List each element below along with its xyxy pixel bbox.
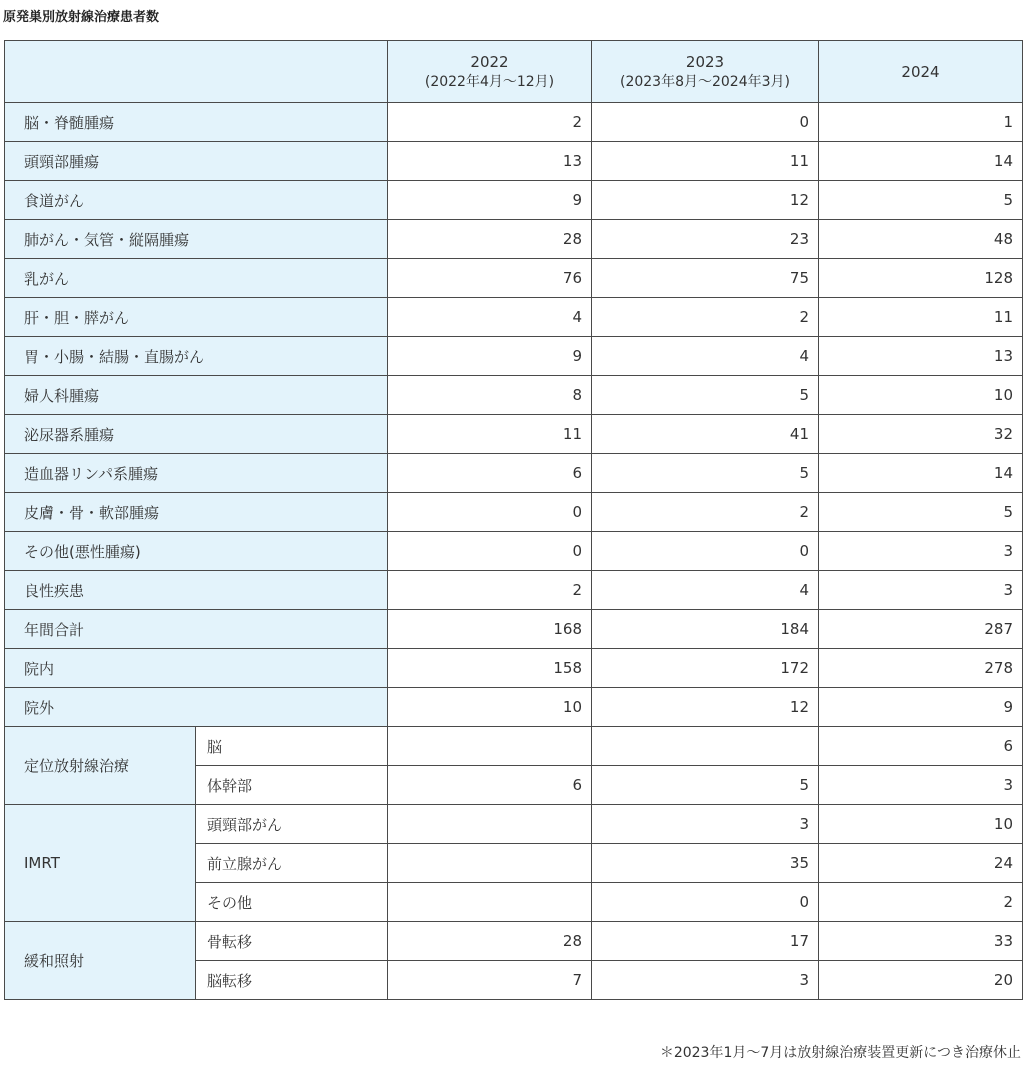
row-label: 食道がん <box>5 181 388 220</box>
sub-label: その他 <box>196 883 388 922</box>
column-header-2024 <box>819 41 1023 103</box>
cell-value: 24 <box>819 844 1023 883</box>
cell-value: 158 <box>388 649 592 688</box>
sub-label: 体幹部 <box>196 766 388 805</box>
cell-value: 3 <box>819 766 1023 805</box>
table-row <box>5 142 1023 181</box>
cell-value: 4 <box>592 571 819 610</box>
cell-value: 11 <box>388 415 592 454</box>
cell-value <box>388 727 592 766</box>
table-row <box>5 727 1023 766</box>
group-label: 定位放射線治療 <box>5 727 196 805</box>
cell-value: 10 <box>819 376 1023 415</box>
cell-value: 9 <box>388 337 592 376</box>
cell-value: 172 <box>592 649 819 688</box>
cell-value: 5 <box>592 766 819 805</box>
table-row <box>5 649 1023 688</box>
cell-value: 5 <box>819 493 1023 532</box>
table-row <box>5 571 1023 610</box>
header-corner <box>5 41 388 103</box>
cell-value: 2 <box>592 493 819 532</box>
column-year: 2024 <box>901 62 940 81</box>
sub-label: 前立腺がん <box>196 844 388 883</box>
cell-value: 0 <box>388 532 592 571</box>
row-label: 頭頸部腫瘍 <box>5 142 388 181</box>
table-body <box>5 103 1023 1000</box>
cell-value: 7 <box>388 961 592 1000</box>
cell-value <box>388 805 592 844</box>
cell-value: 10 <box>819 805 1023 844</box>
cell-value <box>592 727 819 766</box>
group-label: IMRT <box>5 805 196 922</box>
cell-value: 2 <box>388 571 592 610</box>
row-label: 肺がん・気管・縦隔腫瘍 <box>5 220 388 259</box>
cell-value: 4 <box>592 337 819 376</box>
cell-value: 6 <box>819 727 1023 766</box>
cell-value: 278 <box>819 649 1023 688</box>
cell-value: 9 <box>819 688 1023 727</box>
cell-value: 0 <box>592 532 819 571</box>
cell-value: 0 <box>388 493 592 532</box>
cell-value: 2 <box>819 883 1023 922</box>
cell-value: 12 <box>592 181 819 220</box>
row-label: 脳・脊髄腫瘍 <box>5 103 388 142</box>
cell-value: 6 <box>388 766 592 805</box>
cell-value: 28 <box>388 220 592 259</box>
row-label: 肝・胆・膵がん <box>5 298 388 337</box>
cell-value: 5 <box>819 181 1023 220</box>
table-row <box>5 298 1023 337</box>
cell-value: 17 <box>592 922 819 961</box>
cell-value: 20 <box>819 961 1023 1000</box>
cell-value: 33 <box>819 922 1023 961</box>
group-label: 緩和照射 <box>5 922 196 1000</box>
table-row <box>5 376 1023 415</box>
row-label: 婦人科腫瘍 <box>5 376 388 415</box>
table-row <box>5 220 1023 259</box>
row-label: 皮膚・骨・軟部腫瘍 <box>5 493 388 532</box>
row-label: 泌尿器系腫瘍 <box>5 415 388 454</box>
cell-value: 5 <box>592 454 819 493</box>
cell-value: 4 <box>388 298 592 337</box>
row-label: 乳がん <box>5 259 388 298</box>
column-period: (2022年4月〜12月) <box>424 73 555 90</box>
table-row <box>5 259 1023 298</box>
cell-value <box>388 844 592 883</box>
row-label: 院内 <box>5 649 388 688</box>
row-label: 年間合計 <box>5 610 388 649</box>
table-row <box>5 688 1023 727</box>
table-row <box>5 415 1023 454</box>
cell-value: 76 <box>388 259 592 298</box>
table-row <box>5 805 1023 844</box>
patients-table <box>4 40 1023 1000</box>
cell-value <box>388 883 592 922</box>
row-label: 造血器リンパ系腫瘍 <box>5 454 388 493</box>
cell-value: 48 <box>819 220 1023 259</box>
row-label: その他(悪性腫瘍) <box>5 532 388 571</box>
row-label: 院外 <box>5 688 388 727</box>
cell-value: 14 <box>819 142 1023 181</box>
cell-value: 13 <box>388 142 592 181</box>
sub-label: 脳 <box>196 727 388 766</box>
table-row <box>5 922 1023 961</box>
table-row <box>5 454 1023 493</box>
cell-value: 28 <box>388 922 592 961</box>
table-row <box>5 337 1023 376</box>
cell-value: 6 <box>388 454 592 493</box>
cell-value: 13 <box>819 337 1023 376</box>
cell-value: 10 <box>388 688 592 727</box>
cell-value: 2 <box>388 103 592 142</box>
row-label: 胃・小腸・結腸・直腸がん <box>5 337 388 376</box>
cell-value: 8 <box>388 376 592 415</box>
column-header-2022 <box>388 41 592 103</box>
cell-value: 9 <box>388 181 592 220</box>
cell-value: 184 <box>592 610 819 649</box>
column-header-2023 <box>592 41 819 103</box>
cell-value: 14 <box>819 454 1023 493</box>
cell-value: 32 <box>819 415 1023 454</box>
cell-value: 11 <box>819 298 1023 337</box>
cell-value: 11 <box>592 142 819 181</box>
cell-value: 0 <box>592 883 819 922</box>
cell-value: 128 <box>819 259 1023 298</box>
column-year: 2023 <box>685 52 725 71</box>
cell-value: 168 <box>388 610 592 649</box>
cell-value: 35 <box>592 844 819 883</box>
sub-label: 骨転移 <box>196 922 388 961</box>
cell-value: 287 <box>819 610 1023 649</box>
cell-value: 75 <box>592 259 819 298</box>
cell-value: 23 <box>592 220 819 259</box>
table-row <box>5 103 1023 142</box>
table-row <box>5 610 1023 649</box>
sub-label: 脳転移 <box>196 961 388 1000</box>
cell-value: 3 <box>819 532 1023 571</box>
cell-value: 3 <box>819 571 1023 610</box>
footnote: ＊2023年1月〜7月は放射線治療装置更新につき治療休止 <box>659 1045 1021 1061</box>
cell-value: 1 <box>819 103 1023 142</box>
header-row <box>5 41 1023 103</box>
cell-value: 5 <box>592 376 819 415</box>
table-row <box>5 181 1023 220</box>
cell-value: 41 <box>592 415 819 454</box>
column-period: (2023年8月〜2024年3月) <box>620 73 790 90</box>
cell-value: 12 <box>592 688 819 727</box>
table-title: 原発巣別放射線治療患者数 <box>3 10 160 25</box>
column-year: 2022 <box>470 52 509 71</box>
table-row <box>5 532 1023 571</box>
row-label: 良性疾患 <box>5 571 388 610</box>
sub-label: 頭頸部がん <box>196 805 388 844</box>
cell-value: 0 <box>592 103 819 142</box>
table-row <box>5 493 1023 532</box>
cell-value: 3 <box>592 961 819 1000</box>
cell-value: 2 <box>592 298 819 337</box>
cell-value: 3 <box>592 805 819 844</box>
